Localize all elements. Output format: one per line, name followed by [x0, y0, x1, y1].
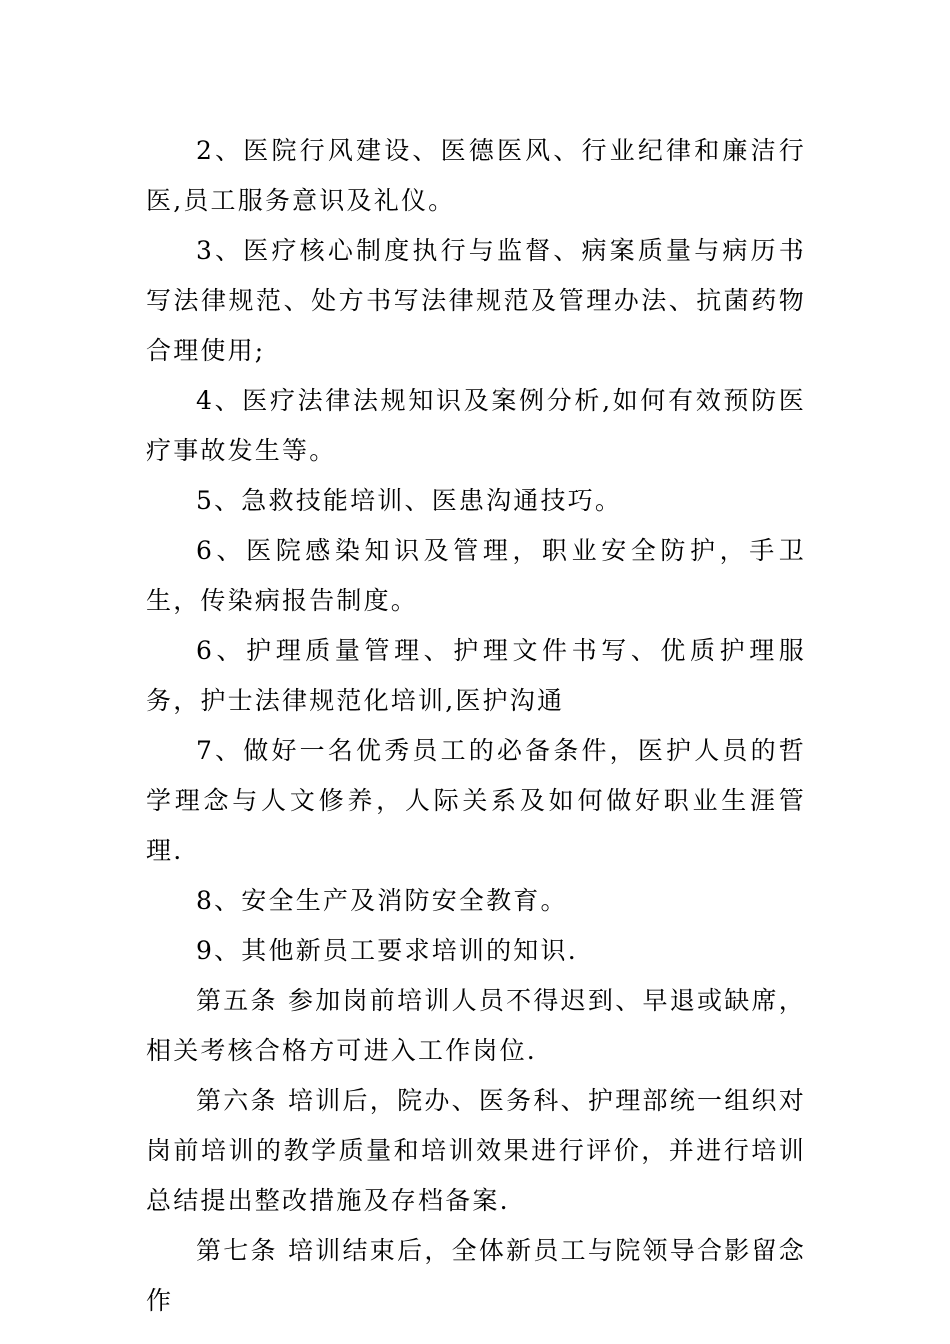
paragraph-item-4: 4、医疗法律法规知识及案例分析,如何有效预防医疗事故发生等。 [146, 386, 806, 465]
document-body [146, 126, 806, 1326]
paragraph-item-8: 8、安全生产及消防安全教育。 [196, 886, 568, 915]
article-5: 第五条 参加岗前培训人员不得迟到、早退或缺席，相关考核合格方可进入工作岗位. [146, 986, 806, 1065]
paragraph-item-9: 9、其他新员工要求培训的知识. [196, 936, 578, 965]
paragraph-item-3: 3、医疗核心制度执行与监督、病案质量与病历书写法律规范、处方书写法律规范及管理办法、抗菌药物合理使用; [146, 236, 806, 365]
paragraph-item-6a: 6、医院感染知识及管理，职业安全防护，手卫生，传染病报告制度。 [146, 536, 806, 615]
article-7: 第七条 培训结束后，全体新员工与院领导合影留念作 [146, 1236, 806, 1315]
paragraph-item-2: 2、医院行风建设、医德医风、行业纪律和廉洁行医,员工服务意识及礼仪。 [146, 136, 806, 215]
paragraph-item-7: 7、做好一名优秀员工的必备条件，医护人员的哲学理念与人文修养，人际关系及如何做好职业生涯管理. [146, 736, 806, 865]
paragraph-item-6b: 6、护理质量管理、护理文件书写、优质护理服务，护士法律规范化培训,医护沟通 [146, 636, 806, 715]
article-6: 第六条 培训后，院办、医务科、护理部统一组织对岗前培训的教学质量和培训效果进行评价，并进行培训总结提出整改措施及存档备案. [146, 1086, 806, 1215]
paragraph-item-5: 5、急救技能培训、医患沟通技巧。 [196, 486, 623, 515]
